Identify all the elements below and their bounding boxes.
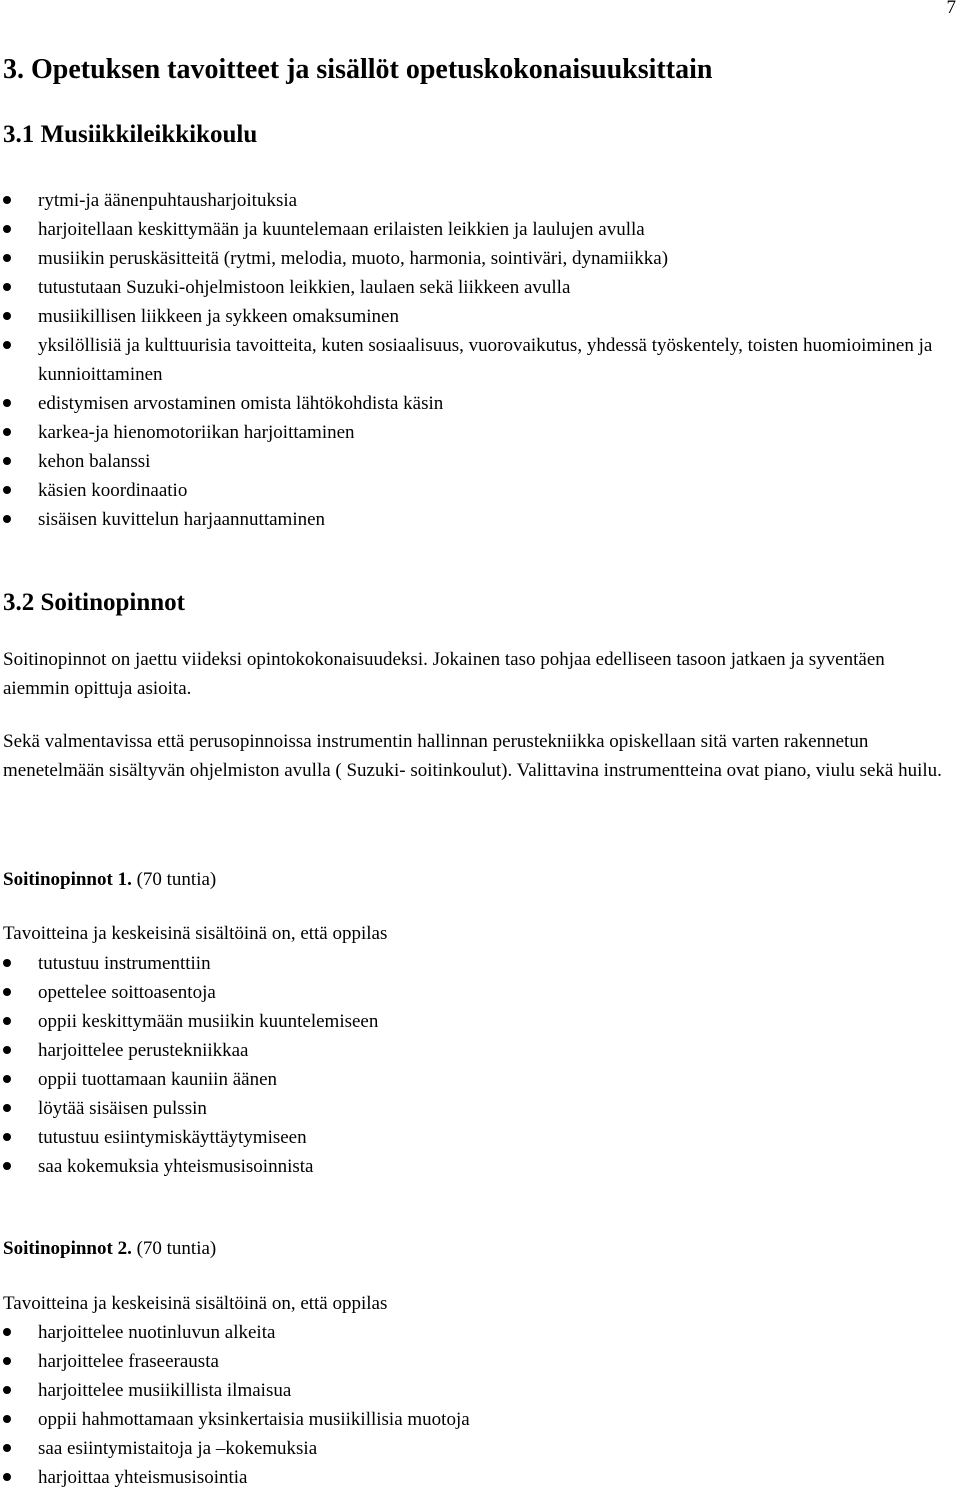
list-item: karkea-ja hienomotoriikan harjoittaminen xyxy=(0,418,950,447)
list-item: saa esiintymistaitoja ja –kokemuksia xyxy=(0,1434,950,1463)
musiikkileikkikoulu-list xyxy=(0,186,950,534)
list-item: harjoittelee musiikillista ilmaisua xyxy=(0,1376,950,1405)
list-item: käsien koordinaatio xyxy=(0,476,950,505)
list-item: kehon balanssi xyxy=(0,447,950,476)
list-item: harjoittelee fraseerausta xyxy=(0,1347,950,1376)
list-item: löytää sisäisen pulssin xyxy=(0,1094,950,1123)
list-item: musiikillisen liikkeen ja sykkeen omaksuminen xyxy=(0,302,950,331)
list-item: edistymisen arvostaminen omista lähtökohdista käsin xyxy=(0,389,950,418)
paragraph-soitinopinnot-intro: Soitinopinnot on jaettu viideksi opintokokonaisuudeksi. Jokainen taso pohjaa edelliseen tasoon jatkaen ja syventäen aiemmin opittuja asioita. xyxy=(3,649,885,699)
list-item: harjoittaa yhteismusisointia xyxy=(0,1463,950,1492)
list-item: yksilöllisiä ja kulttuurisia tavoitteita, kuten sosiaalisuus, vuorovaikutus, yhdessä työskentely, toisten huomioiminen ja kunnioittaminen xyxy=(0,331,950,389)
soitinopinnot-1-list xyxy=(0,949,950,1181)
list-item: tutustuu esiintymiskäyttäytymiseen xyxy=(0,1123,950,1152)
list-item: sisäisen kuvittelun harjaannuttaminen xyxy=(0,505,950,534)
subheading-soitinopinnot-1: Soitinopinnot 1. (70 tuntia) xyxy=(3,869,217,890)
list-item: oppii hahmottamaan yksinkertaisia musiikillisia muotoja xyxy=(0,1405,950,1434)
page-title: 3. Opetuksen tavoitteet ja sisällöt opetuskokonaisuuksittain xyxy=(3,54,713,85)
page-number: 7 xyxy=(946,0,956,18)
list-item: oppii tuottamaan kauniin äänen xyxy=(0,1065,950,1094)
intro-soitinopinnot-1: Tavoitteina ja keskeisinä sisältöinä on, että oppilas xyxy=(3,923,388,944)
list-item: harjoitellaan keskittymään ja kuuntelemaan erilaisten leikkien ja laulujen avulla xyxy=(0,215,950,244)
soitinopinnot-2-list xyxy=(0,1318,950,1492)
list-item: harjoittelee nuotinluvun alkeita xyxy=(0,1318,950,1347)
paragraph-soitinopinnot-methods: Sekä valmentavissa että perusopinnoissa instrumentin hallinnan perustekniikka opiskellaan sitä varten rakennetun menetelmään sisältyvän ohjelmiston avulla ( Suzuki- soitinkoulut). Valittavina instrumentteina ovat piano, viulu sekä huilu. xyxy=(3,731,942,781)
list-item: rytmi-ja äänenpuhtausharjoituksia xyxy=(0,186,950,215)
list-item: saa kokemuksia yhteismusisoinnista xyxy=(0,1152,950,1181)
subheading-soitinopinnot-2: Soitinopinnot 2. (70 tuntia) xyxy=(3,1238,217,1259)
section-heading-musiikkileikkikoulu: 3.1 Musiikkileikkikoulu xyxy=(3,121,258,148)
intro-soitinopinnot-2: Tavoitteina ja keskeisinä sisältöinä on, että oppilas xyxy=(3,1293,388,1314)
list-item: opettelee soittoasentoja xyxy=(0,978,950,1007)
list-item: oppii keskittymään musiikin kuuntelemiseen xyxy=(0,1007,950,1036)
list-item: tutustuu instrumenttiin xyxy=(0,949,950,978)
list-item: tutustutaan Suzuki-ohjelmistoon leikkien, laulaen sekä liikkeen avulla xyxy=(0,273,950,302)
list-item: musiikin peruskäsitteitä (rytmi, melodia, muoto, harmonia, sointiväri, dynamiikka) xyxy=(0,244,950,273)
section-heading-soitinopinnot: 3.2 Soitinopinnot xyxy=(3,589,186,616)
list-item: harjoittelee perustekniikkaa xyxy=(0,1036,950,1065)
